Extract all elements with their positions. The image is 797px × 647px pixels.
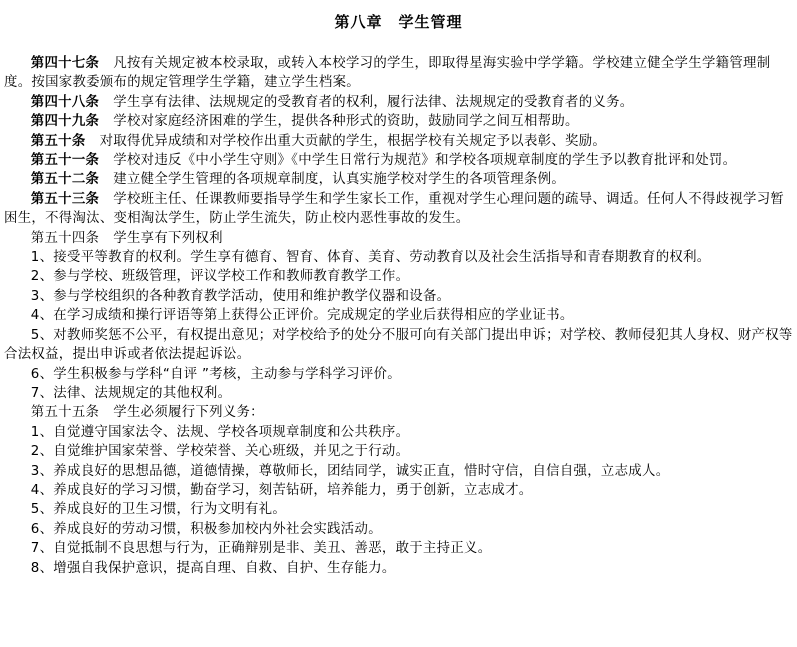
article-text: 1、自觉遵守国家法令、法规、学校各项规章制度和公共秩序。 xyxy=(30,424,410,440)
list-item xyxy=(4,500,793,519)
article-text: 对取得优异成绩和对学校作出重大贡献的学生，根据学校有关规定予以表彰、奖励。 xyxy=(99,133,607,149)
article-number: 第五十条 xyxy=(30,133,86,149)
list-item xyxy=(4,267,793,286)
article-text: 2、参与学校、班级管理，评议学校工作和教师教育教学工作。 xyxy=(30,269,410,285)
list-item xyxy=(4,384,793,403)
article-paragraph xyxy=(4,229,793,248)
chapter-title: 第八章 学生管理 xyxy=(334,13,463,31)
article-number: 第四十九条 xyxy=(30,114,100,130)
article-text: 凡按有关规定被本校录取，或转入本校学习的学生，即取得星海实验中学学籍。学校建立健全学生学籍管理制度。按国家教委颁布的规定管理学生学籍，建立学生档案。 xyxy=(4,56,771,91)
article-text: 6、养成良好的劳动习惯，积极参加校内外社会实践活动。 xyxy=(30,521,382,537)
article-text: 学生必须履行下列义务： xyxy=(113,405,264,421)
article-number: 第五十四条 xyxy=(30,230,100,246)
list-item xyxy=(4,287,793,306)
article-paragraph xyxy=(4,190,793,229)
list-item xyxy=(4,306,793,325)
article-text: 1、接受平等教育的权利。学生享有德育、智育、体育、美育、劳动教育以及社会生活指导和青春期教育的权利。 xyxy=(30,250,711,266)
list-item xyxy=(4,248,793,267)
list-item xyxy=(4,442,793,461)
article-text: 7、法律、法规规定的其他权利。 xyxy=(30,385,232,401)
article-paragraph xyxy=(4,54,793,93)
article-paragraph xyxy=(4,93,793,112)
article-text: 5、对教师奖惩不公平，有权提出意见；对学校给予的处分不服可向有关部门提出申诉；对学校、教师侵犯其人身权、财产权等合法权益，提出申诉或者依法提起诉讼。 xyxy=(4,327,793,363)
article-text: 4、在学习成绩和操行评语等第上获得公正评价。完成规定的学业后获得相应的学业证书。 xyxy=(30,308,574,324)
article-text: 学生享有下列权利 xyxy=(113,230,223,246)
article-number: 第五十二条 xyxy=(30,172,100,188)
article-text: 3、参与学校组织的各种教育教学活动，使用和维护教学仪器和设备。 xyxy=(30,288,451,304)
article-text: 学校对家庭经济困难的学生，提供各种形式的资助，鼓励同学之间互相帮助。 xyxy=(113,114,579,130)
list-item xyxy=(4,326,793,365)
article-paragraph xyxy=(4,112,793,131)
article-number: 第四十八条 xyxy=(30,94,100,110)
article-paragraph xyxy=(4,151,793,170)
article-number: 第四十七条 xyxy=(30,56,100,71)
article-text: 学生享有法律、法规规定的受教育者的权利，履行法律、法规规定的受教育者的义务。 xyxy=(113,94,634,110)
article-text: 5、养成良好的卫生习惯，行为文明有礼。 xyxy=(30,502,287,518)
article-paragraph xyxy=(4,170,793,189)
list-item xyxy=(4,423,793,442)
article-list xyxy=(4,54,793,578)
article-text: 4、养成良好的学习习惯，勤奋学习，刻苦钻研，培养能力，勇于创新，立志成才。 xyxy=(30,482,533,498)
article-text: 学校班主任、任课教师要指导学生和学生家长工作，重视对学生心理问题的疏导、调适。任何人不得歧视学习暂困生，不得淘汰、变相淘汰学生，防止学生流失，防止校内恶性事故的发生。 xyxy=(4,191,785,227)
list-item xyxy=(4,539,793,558)
article-text: 学校对违反《中小学生守则》《中学生日常行为规范》和学校各项规章制度的学生予以教育批评和处罚。 xyxy=(113,153,737,169)
article-text: 3、养成良好的思想品德，道德情操，尊敬师长，团结同学，诚实正直，惜时守信，自信自强，立志成人。 xyxy=(30,463,670,479)
article-text: 2、自觉维护国家荣誉、学校荣誉、关心班级，并见之于行动。 xyxy=(30,444,410,460)
list-item xyxy=(4,462,793,481)
list-item xyxy=(4,520,793,539)
article-text: 8、增强自我保护意识，提高自理、自救、自护、生存能力。 xyxy=(30,560,396,576)
article-number: 第五十三条 xyxy=(30,191,100,207)
article-text: 6、学生积极参与学科“自评 ”考核，主动参与学科学习评价。 xyxy=(30,366,401,382)
article-number: 第五十五条 xyxy=(30,405,100,421)
list-item xyxy=(4,559,793,578)
article-text: 7、自觉抵制不良思想与行为，正确辩别是非、美丑、善恶，敢于主持正义。 xyxy=(30,541,492,557)
article-number: 第五十一条 xyxy=(30,153,100,169)
article-paragraph xyxy=(4,132,793,151)
list-item xyxy=(4,481,793,500)
list-item xyxy=(4,365,793,384)
article-paragraph xyxy=(4,403,793,422)
article-text: 建立健全学生管理的各项规章制度，认真实施学校对学生的各项管理条例。 xyxy=(113,172,566,188)
